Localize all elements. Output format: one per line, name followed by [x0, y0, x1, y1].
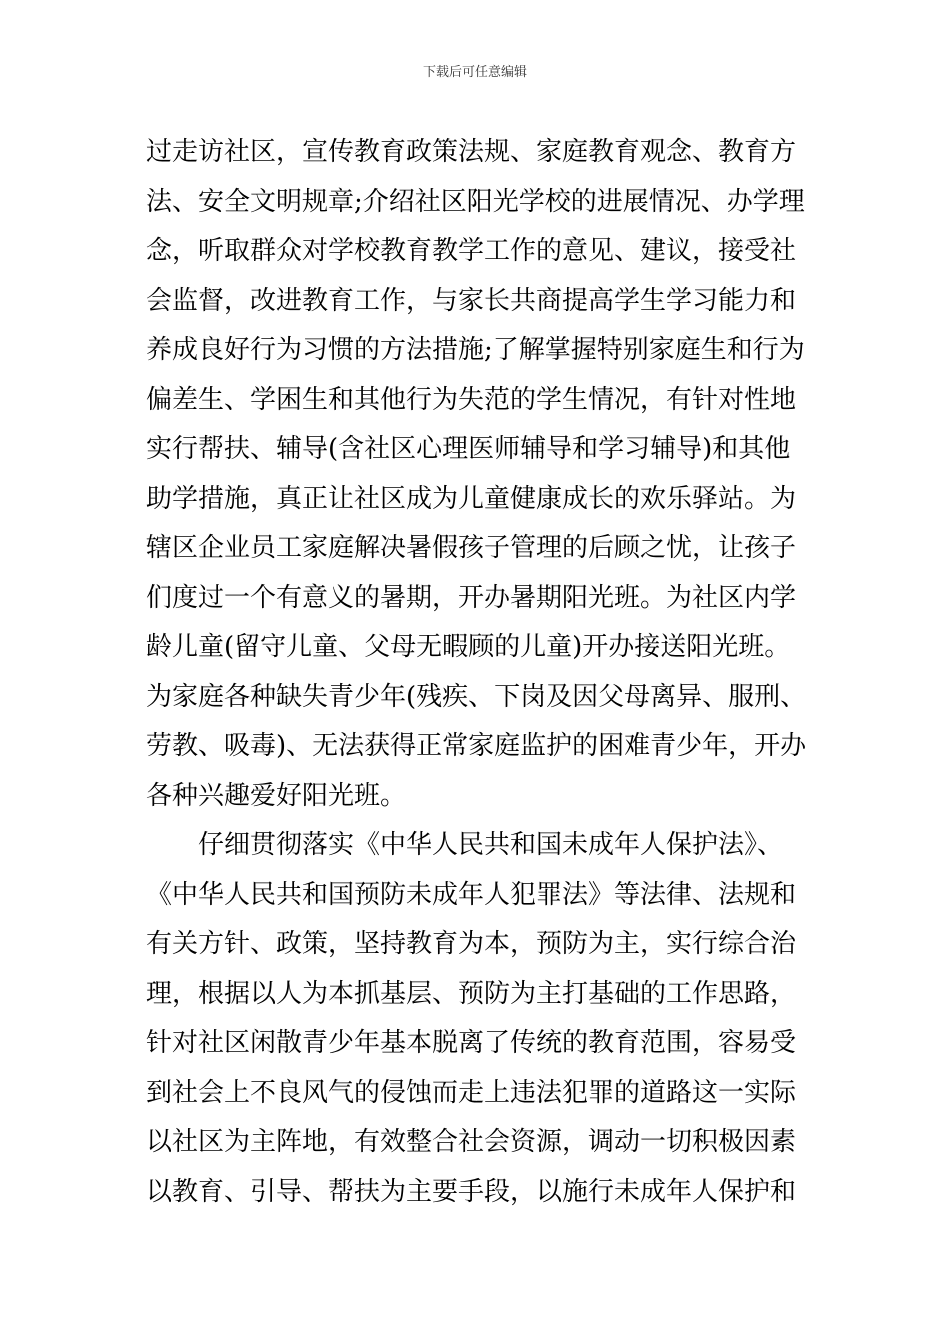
text-line: 针对社区闲散青少年基本脱离了传统的教育范围，容易受 [146, 1028, 797, 1058]
text-line: 理，根据以人为本抓基层、预防为主打基础的工作思路， [146, 978, 797, 1009]
text-line: 过走访社区，宣传教育政策法规、家庭教育观念、教育方 [146, 137, 797, 167]
text-line: 有关方针、政策，坚持教育为本，预防为主，实行综合治 [146, 929, 797, 959]
text-line: 《中华人民共和国预防未成年人犯罪法》等法律、法规和 [146, 879, 797, 910]
paragraph-start-line: 仔细贯彻落实《中华人民共和国未成年人保护法》、 [146, 830, 784, 860]
text-line: 辖区企业员工家庭解决暑假孩子管理的后顾之忧，让孩子 [146, 533, 797, 563]
text-line: 实行帮扶、辅导(含社区心理医师辅导和学习辅导)和其他 [146, 434, 791, 464]
text-line: 法、安全文明规章;介绍社区阳光学校的进展情况、办学理 [146, 186, 805, 217]
text-line: 念，听取群众对学校教育教学工作的意见、建议，接受社 [146, 236, 797, 266]
text-line: 以教育、引导、帮扶为主要手段，以施行未成年人保护和 [146, 1176, 797, 1207]
document-body [146, 128, 808, 1217]
text-line: 龄儿童(留守儿童、父母无暇顾的儿童)开办接送阳光班。 [146, 632, 791, 662]
text-line: 们度过一个有意义的暑期，开办暑期阳光班。为社区内学 [146, 582, 797, 613]
text-line: 以社区为主阵地，有效整合社会资源，调动一切积极因素 [146, 1127, 797, 1157]
text-line: 到社会上不良风气的侵蚀而走上违法犯罪的道路这一实际 [146, 1077, 797, 1108]
text-line: 会监督，改进教育工作，与家长共商提高学生学习能力和 [146, 285, 797, 316]
page-header: 下载后可任意编辑 [422, 65, 527, 80]
text-line: 偏差生、学困生和其他行为失范的学生情况，有针对性地 [146, 384, 797, 415]
text-line: 各种兴趣爱好阳光班。 [146, 780, 407, 811]
text-line: 劳教、吸毒)、无法获得正常家庭监护的困难青少年，开办 [146, 731, 807, 761]
text-line: 养成良好行为习惯的方法措施;了解掌握特别家庭生和行为 [146, 335, 805, 365]
text-line: 助学措施，真正让社区成为儿童健康成长的欢乐驿站。为 [146, 483, 797, 514]
text-line: 为家庭各种缺失青少年(残疾、下岗及因父母离异、服刑、 [146, 681, 807, 712]
